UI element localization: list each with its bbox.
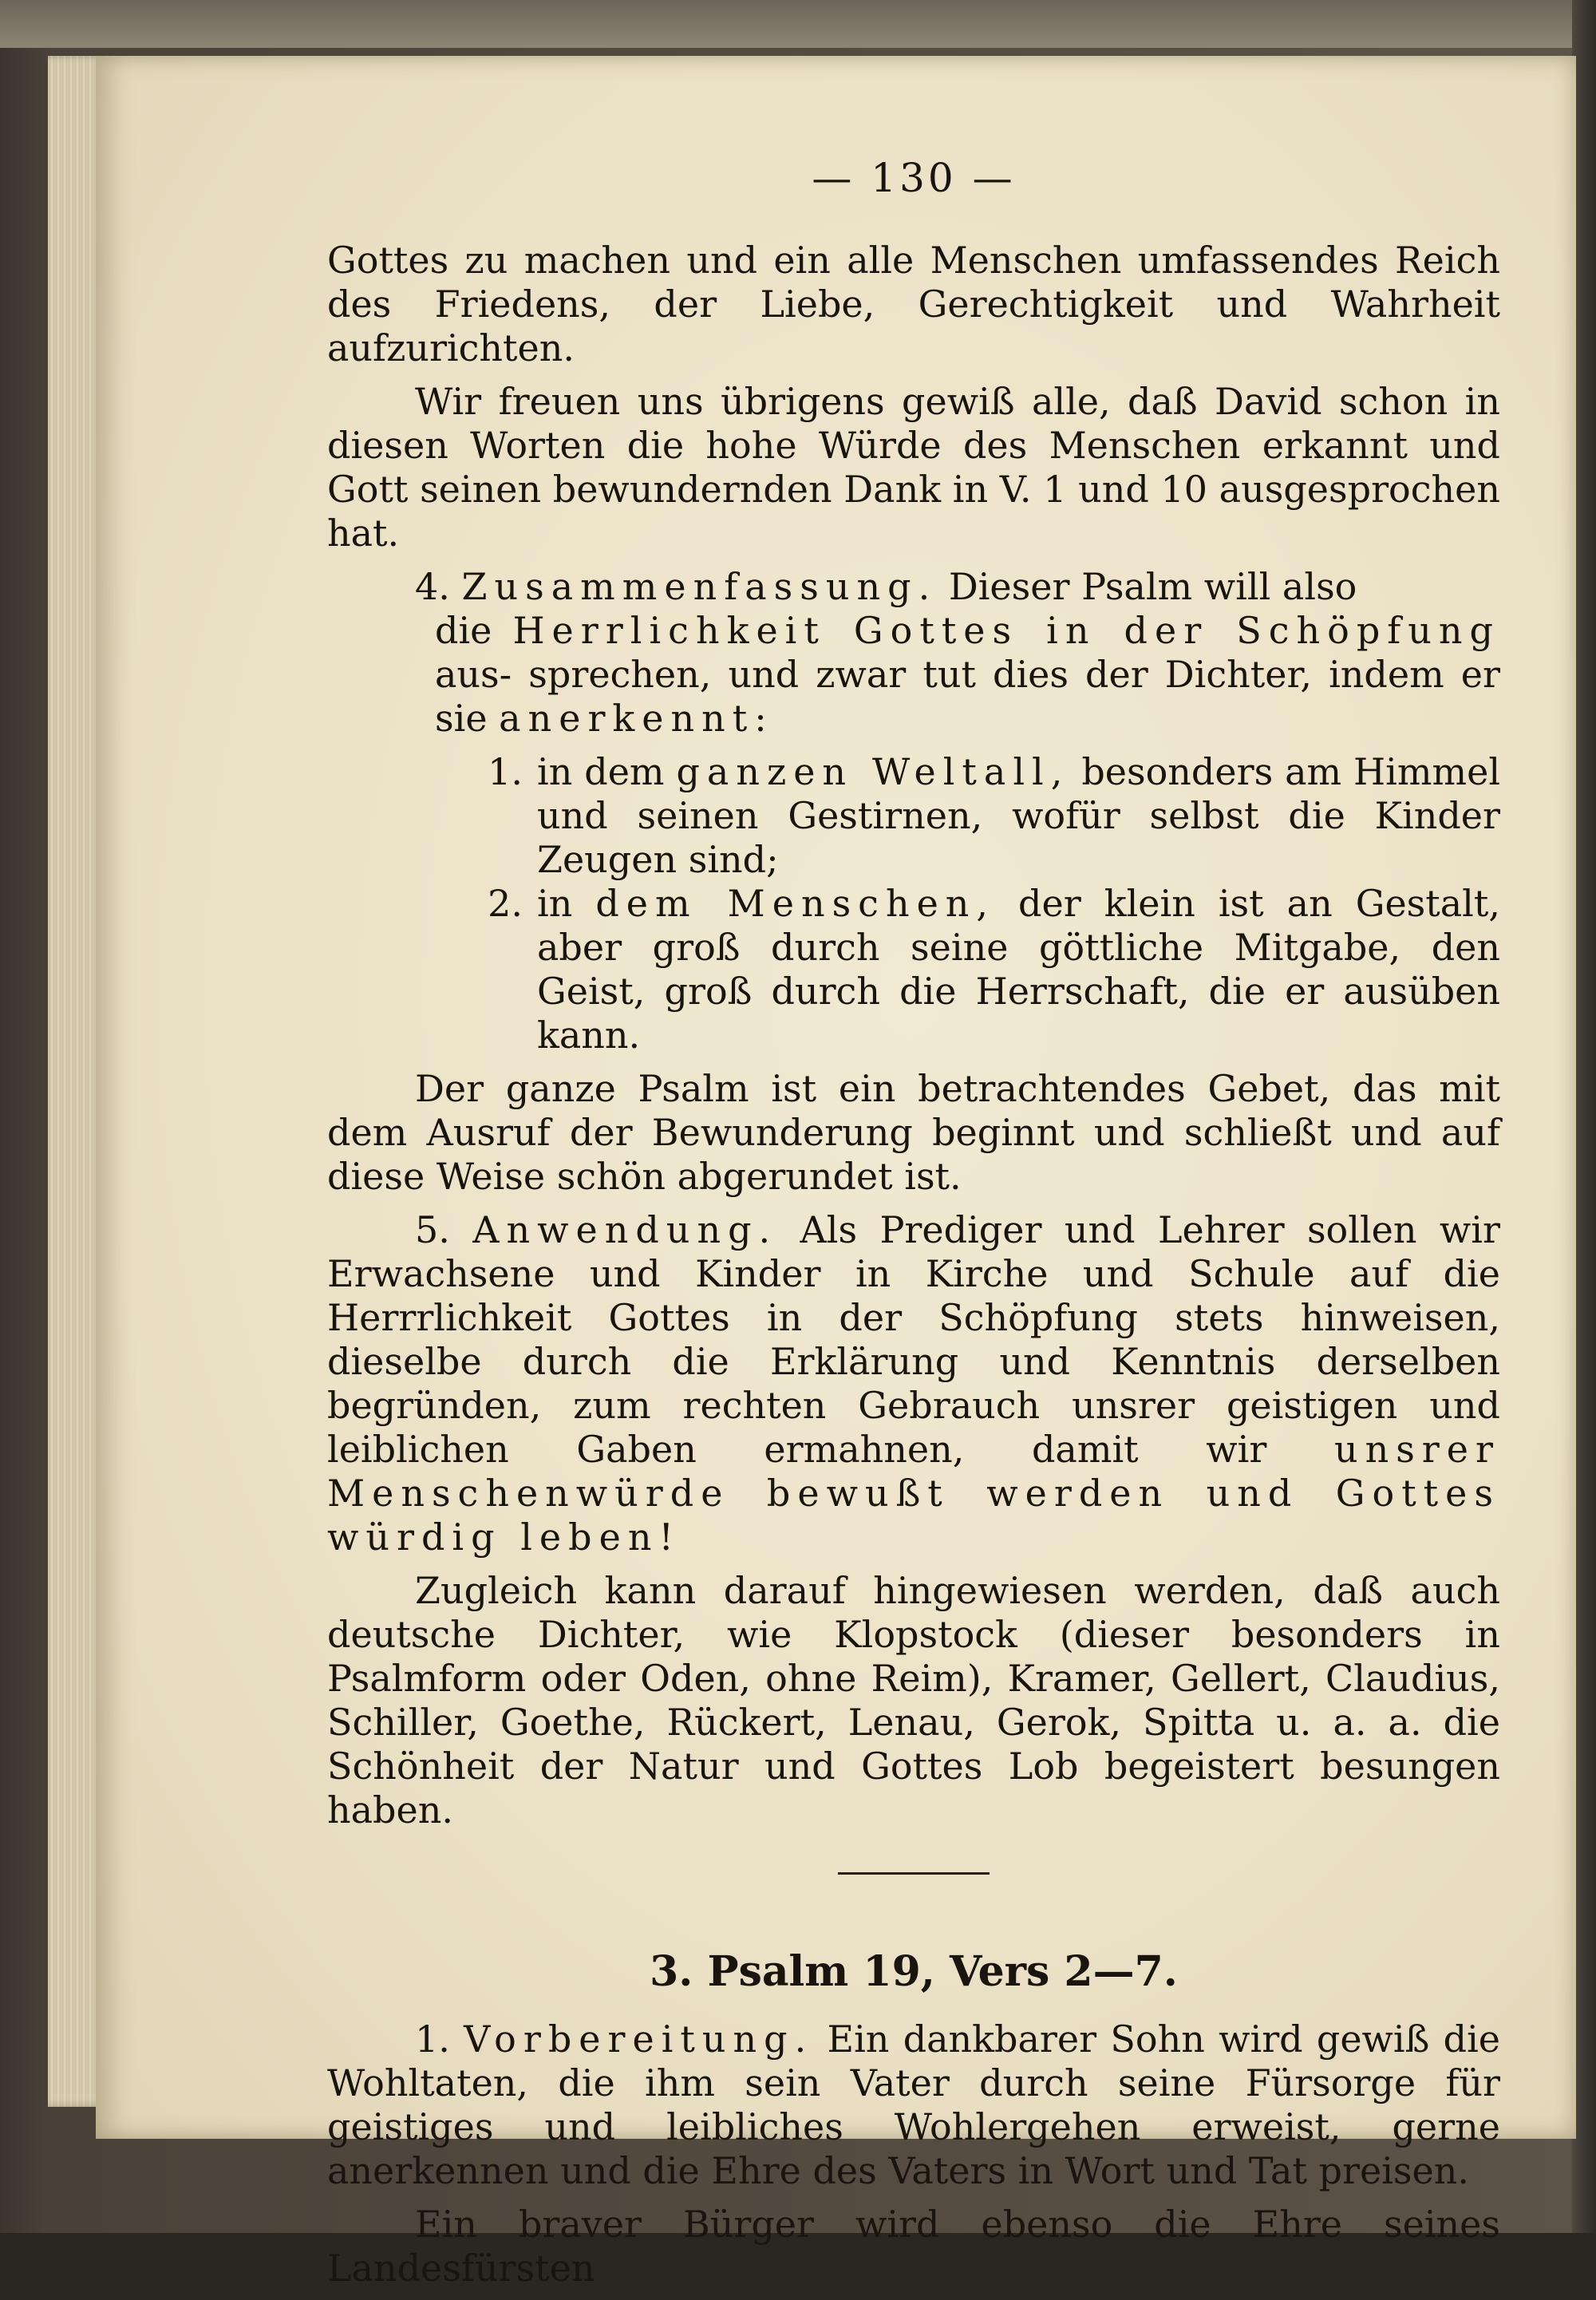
page-text bbox=[327, 156, 1500, 2300]
list-item-pre: in dem bbox=[537, 750, 665, 793]
section-4-title: Zusammenfassung. bbox=[461, 565, 938, 608]
section-4-body bbox=[327, 609, 1500, 741]
section-5-spaced: unsrer Menschenwürde bewußt werden und Gottes würdig leben! bbox=[327, 1428, 1501, 1559]
section-4-text-b: die bbox=[435, 609, 492, 652]
list-item-post: der klein ist an Gestalt, aber groß durch seine göttliche Mitgabe, den Geist, groß durch die Herrschaft, die er ausüben kann. bbox=[537, 882, 1500, 1057]
enumeration-list bbox=[327, 750, 1500, 1057]
section-4-first-line bbox=[327, 565, 1500, 609]
section-1-text: Ein dankbarer Sohn wird gewiß die Wohltaten, die ihm sein Vater durch seine Fürsorge für geistiges und leibliches Wohlergehen erweist, gerne anerkennen und die Ehre des Vaters in Wort und Tat preisen. bbox=[327, 2017, 1500, 2192]
section-4-summary bbox=[327, 565, 1500, 741]
section-4-text-c: aus- bbox=[435, 653, 512, 696]
section-5-application bbox=[327, 1208, 1500, 1559]
list-item-spaced: ganzen Weltall, bbox=[676, 750, 1070, 793]
paragraph-3: Der ganze Psalm ist ein betrachtendes Gebet, das mit dem Ausruf der Bewunderung beginnt und schließt und auf diese Weise schön abgerundet ist. bbox=[327, 1067, 1500, 1198]
list-item-number: 1. bbox=[488, 750, 523, 793]
page-number: — 130 — bbox=[812, 155, 1016, 201]
section-4-text-a: Dieser Psalm will also bbox=[948, 565, 1357, 608]
section-4-text-spaced: Herrlichkeit Gottes in der Schöpfung bbox=[512, 609, 1501, 652]
section-divider bbox=[838, 1872, 990, 1875]
list-item bbox=[327, 882, 1500, 1057]
section-1-title: Vorbereitung. bbox=[464, 2017, 814, 2061]
list-item-body bbox=[537, 750, 1500, 882]
list-item-spaced: dem Menschen, bbox=[595, 882, 996, 925]
section-5-number: 5. bbox=[415, 1208, 450, 1251]
section-4-text-e: anerkennt: bbox=[499, 697, 774, 740]
list-item-body bbox=[537, 882, 1500, 1057]
list-item bbox=[327, 750, 1500, 882]
paragraph-2: Wir freuen uns übrigens gewiß alle, daß David schon in diesen Worten die hohe Würde des Menschen erkannt und Gott seinen bewundernden Dank in V. 1 und 10 ausgesprochen hat. bbox=[327, 380, 1500, 555]
paragraph-1: Gottes zu machen und ein alle Menschen umfassendes Reich des Friedens, der Liebe, Gerechtigkeit und Wahrheit aufzurichten. bbox=[327, 239, 1500, 370]
paragraph-5: Ein braver Bürger wird ebenso die Ehre seines Landesfürsten bbox=[327, 2203, 1500, 2290]
paragraph-4: Zugleich kann darauf hingewiesen werden, daß auch deutsche Dichter, wie Klopstock (dieser besonders in Psalmform oder Oden, ohne Reim), Kramer, Gellert, Claudius, Schiller, Goethe, Rückert, Lenau, Gerok, Spitta u. a. a. die Schönheit der Natur und Gottes Lob begeistert besungen haben. bbox=[327, 1569, 1500, 1832]
section-1-number: 1. bbox=[415, 2017, 450, 2061]
section-4-text-d: sprechen, und zwar tut dies der Dichter, indem er sie bbox=[435, 653, 1501, 740]
section-5-title: Anwendung. bbox=[472, 1208, 778, 1251]
section-5-text: Als Prediger und Lehrer sollen wir Erwachsene und Kinder in Kirche und Schule auf die Herrrlichkeit Gottes in der Schöpfung stets hinweisen, dieselbe durch die Erklärung und Kenntnis derselben begründen, zum rechten Gebrauch unsrer geistigen und leiblichen Gaben ermahnen, damit wir bbox=[327, 1208, 1501, 1471]
book-cover-edge bbox=[0, 0, 1596, 48]
list-item-number: 2. bbox=[488, 882, 523, 925]
section-1-preparation bbox=[327, 2017, 1500, 2193]
section-4-number: 4. bbox=[415, 565, 450, 608]
section-heading: 3. Psalm 19, Vers 2—7. bbox=[650, 1947, 1178, 1996]
list-item-post: besonders am Himmel und seinen Gestirnen, wofür selbst die Kinder Zeugen sind; bbox=[537, 750, 1501, 881]
list-item-pre: in bbox=[537, 882, 573, 925]
